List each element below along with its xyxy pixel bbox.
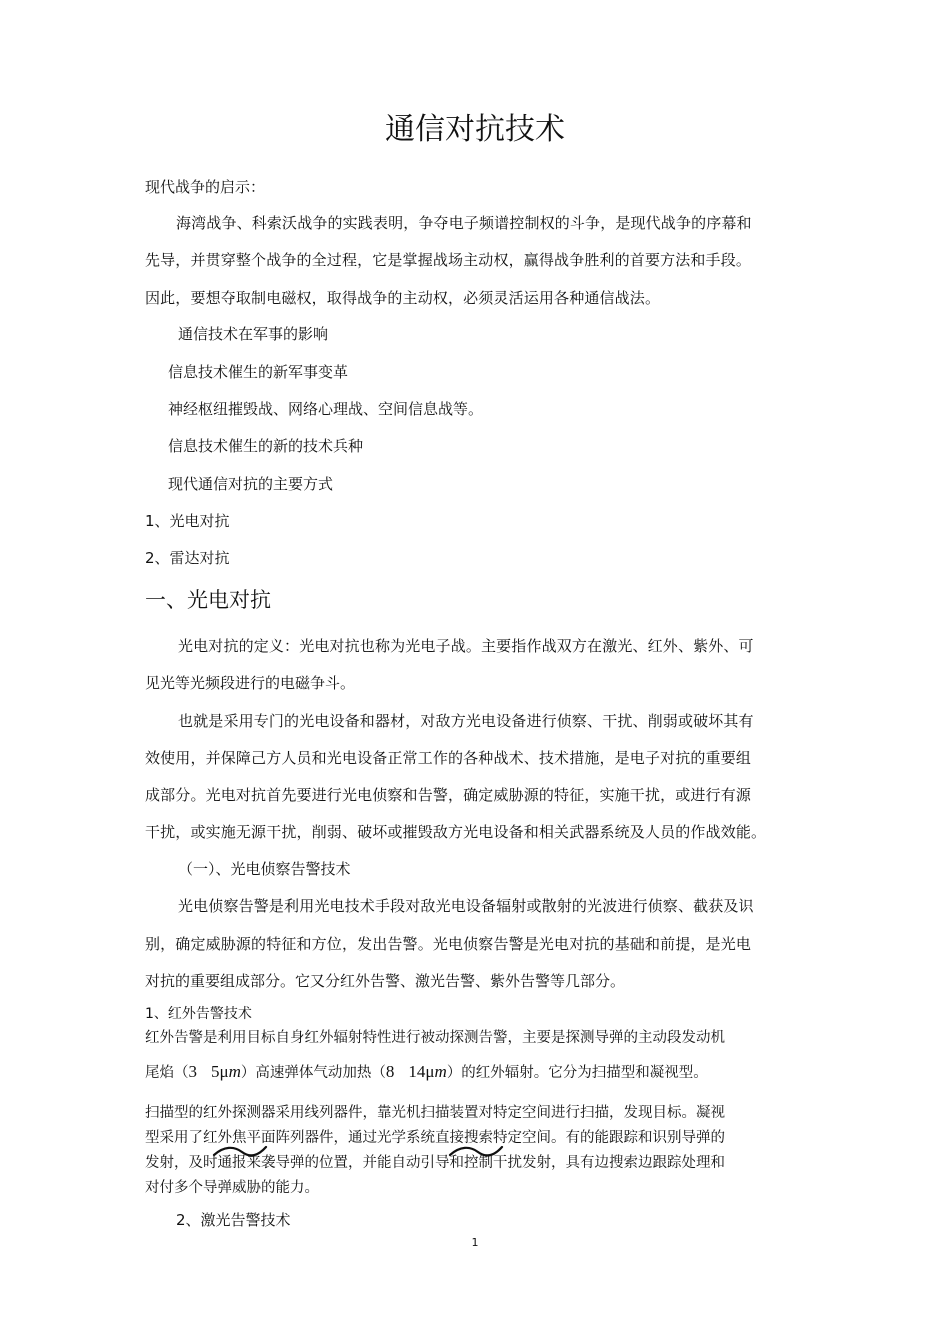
page-number: 1 [471,1236,479,1249]
definition-para-line: 光电对抗的定义：光电对抗也称为光电子战。主要指作战双方在激光、红外、紫外、可 [178,637,754,655]
recon-para-line: 对抗的重要组成部分。它又分红外告警、激光告警、紫外告警等几部分。 [145,972,626,990]
ir-para-line: 红外告警是利用目标自身红外辐射特性进行被动探测告警，主要是探测导弹的主动段发动机 [145,1030,725,1046]
wavelength-range-1: 3 5μm [188,1062,241,1081]
intro-para-line: 海湾战争、科索沃战争的实践表明，争夺电子频谱控制权的斗争，是现代战争的序幕和 [176,214,752,232]
means-para-line: 也就是采用专门的光电设备和器材，对敌方光电设备进行侦察、干扰、削弱或破坏其有 [178,712,754,730]
outline-item: 信息技术催生的新的技术兵种 [168,437,364,455]
ir-text-segment: ）高速弹体气动加热（ [240,1065,386,1081]
document-title: 通信对抗技术 [385,112,565,147]
intro-para-line: 先导，并贯穿整个战争的全过程，它是掌握战场主动权，赢得战争胜利的首要方法和手段。 [145,251,752,269]
section-heading: 一、光电对抗 [145,588,271,612]
ir-para-line: 对付多个导弹威胁的能力。 [145,1180,319,1196]
ir-wavelength-line [145,1061,708,1082]
ir-heading: 1、红外告警技术 [145,1006,252,1022]
ir-para-line: 发射，及时通报来袭导弹的位置，并能自动引导和控制干扰发射，具有边搜索边跟踪处理和 [145,1155,725,1171]
outline-item: 通信技术在军事的影响 [178,325,329,343]
intro-heading: 现代战争的启示： [145,178,266,196]
definition-para-line: 见光等光频段进行的电磁争斗。 [145,674,356,692]
means-para-line: 成部分。光电对抗首先要进行光电侦察和告警，确定威胁源的特征，实施干扰，或进行有源 [145,786,752,804]
ir-para-line: 扫描型的红外探测器采用线列器件，靠光机扫描装置对特定空间进行扫描，发现目标。凝视 [145,1105,725,1121]
handwritten-squiggle-mark [448,1144,504,1158]
numbered-item: 2、雷达对抗 [145,549,230,567]
means-para-line: 效使用，并保障己方人员和光电设备正常工作的各种战术、技术措施，是电子对抗的重要组 [145,749,752,767]
subsection-heading: （一）、光电侦察告警技术 [178,860,351,878]
outline-item: 信息技术催生的新军事变革 [168,363,349,381]
ir-text-segment: 尾焰（ [145,1065,189,1081]
ir-para-line: 型采用了红外焦平面阵列器件，通过光学系统直接搜索特定空间。有的能跟踪和识别导弹的 [145,1130,725,1146]
recon-para-line: 别，确定威胁源的特征和方位，发出告警。光电侦察告警是光电对抗的基础和前提，是光电 [145,935,752,953]
handwritten-squiggle-mark [212,1144,268,1158]
laser-heading: 2、激光告警技术 [176,1211,291,1229]
means-para-line: 干扰，或实施无源干扰，削弱、破坏或摧毁敌方光电设备和相关武器系统及人员的作战效能。 [145,823,767,841]
wavelength-range-2: 8 14μm [385,1062,447,1081]
outline-item: 神经枢纽摧毁战、网络心理战、空间信息战等。 [168,400,484,418]
outline-item: 现代通信对抗的主要方式 [168,475,334,493]
numbered-item: 1、光电对抗 [145,512,230,530]
recon-para-line: 光电侦察告警是利用光电技术手段对敌光电设备辐射或散射的光波进行侦察、截获及识 [178,897,754,915]
intro-para-line: 因此，要想夺取制电磁权，取得战争的主动权，必须灵活运用各种通信战法。 [145,289,661,307]
ir-text-segment: ）的红外辐射。它分为扫描型和凝视型。 [446,1065,708,1081]
